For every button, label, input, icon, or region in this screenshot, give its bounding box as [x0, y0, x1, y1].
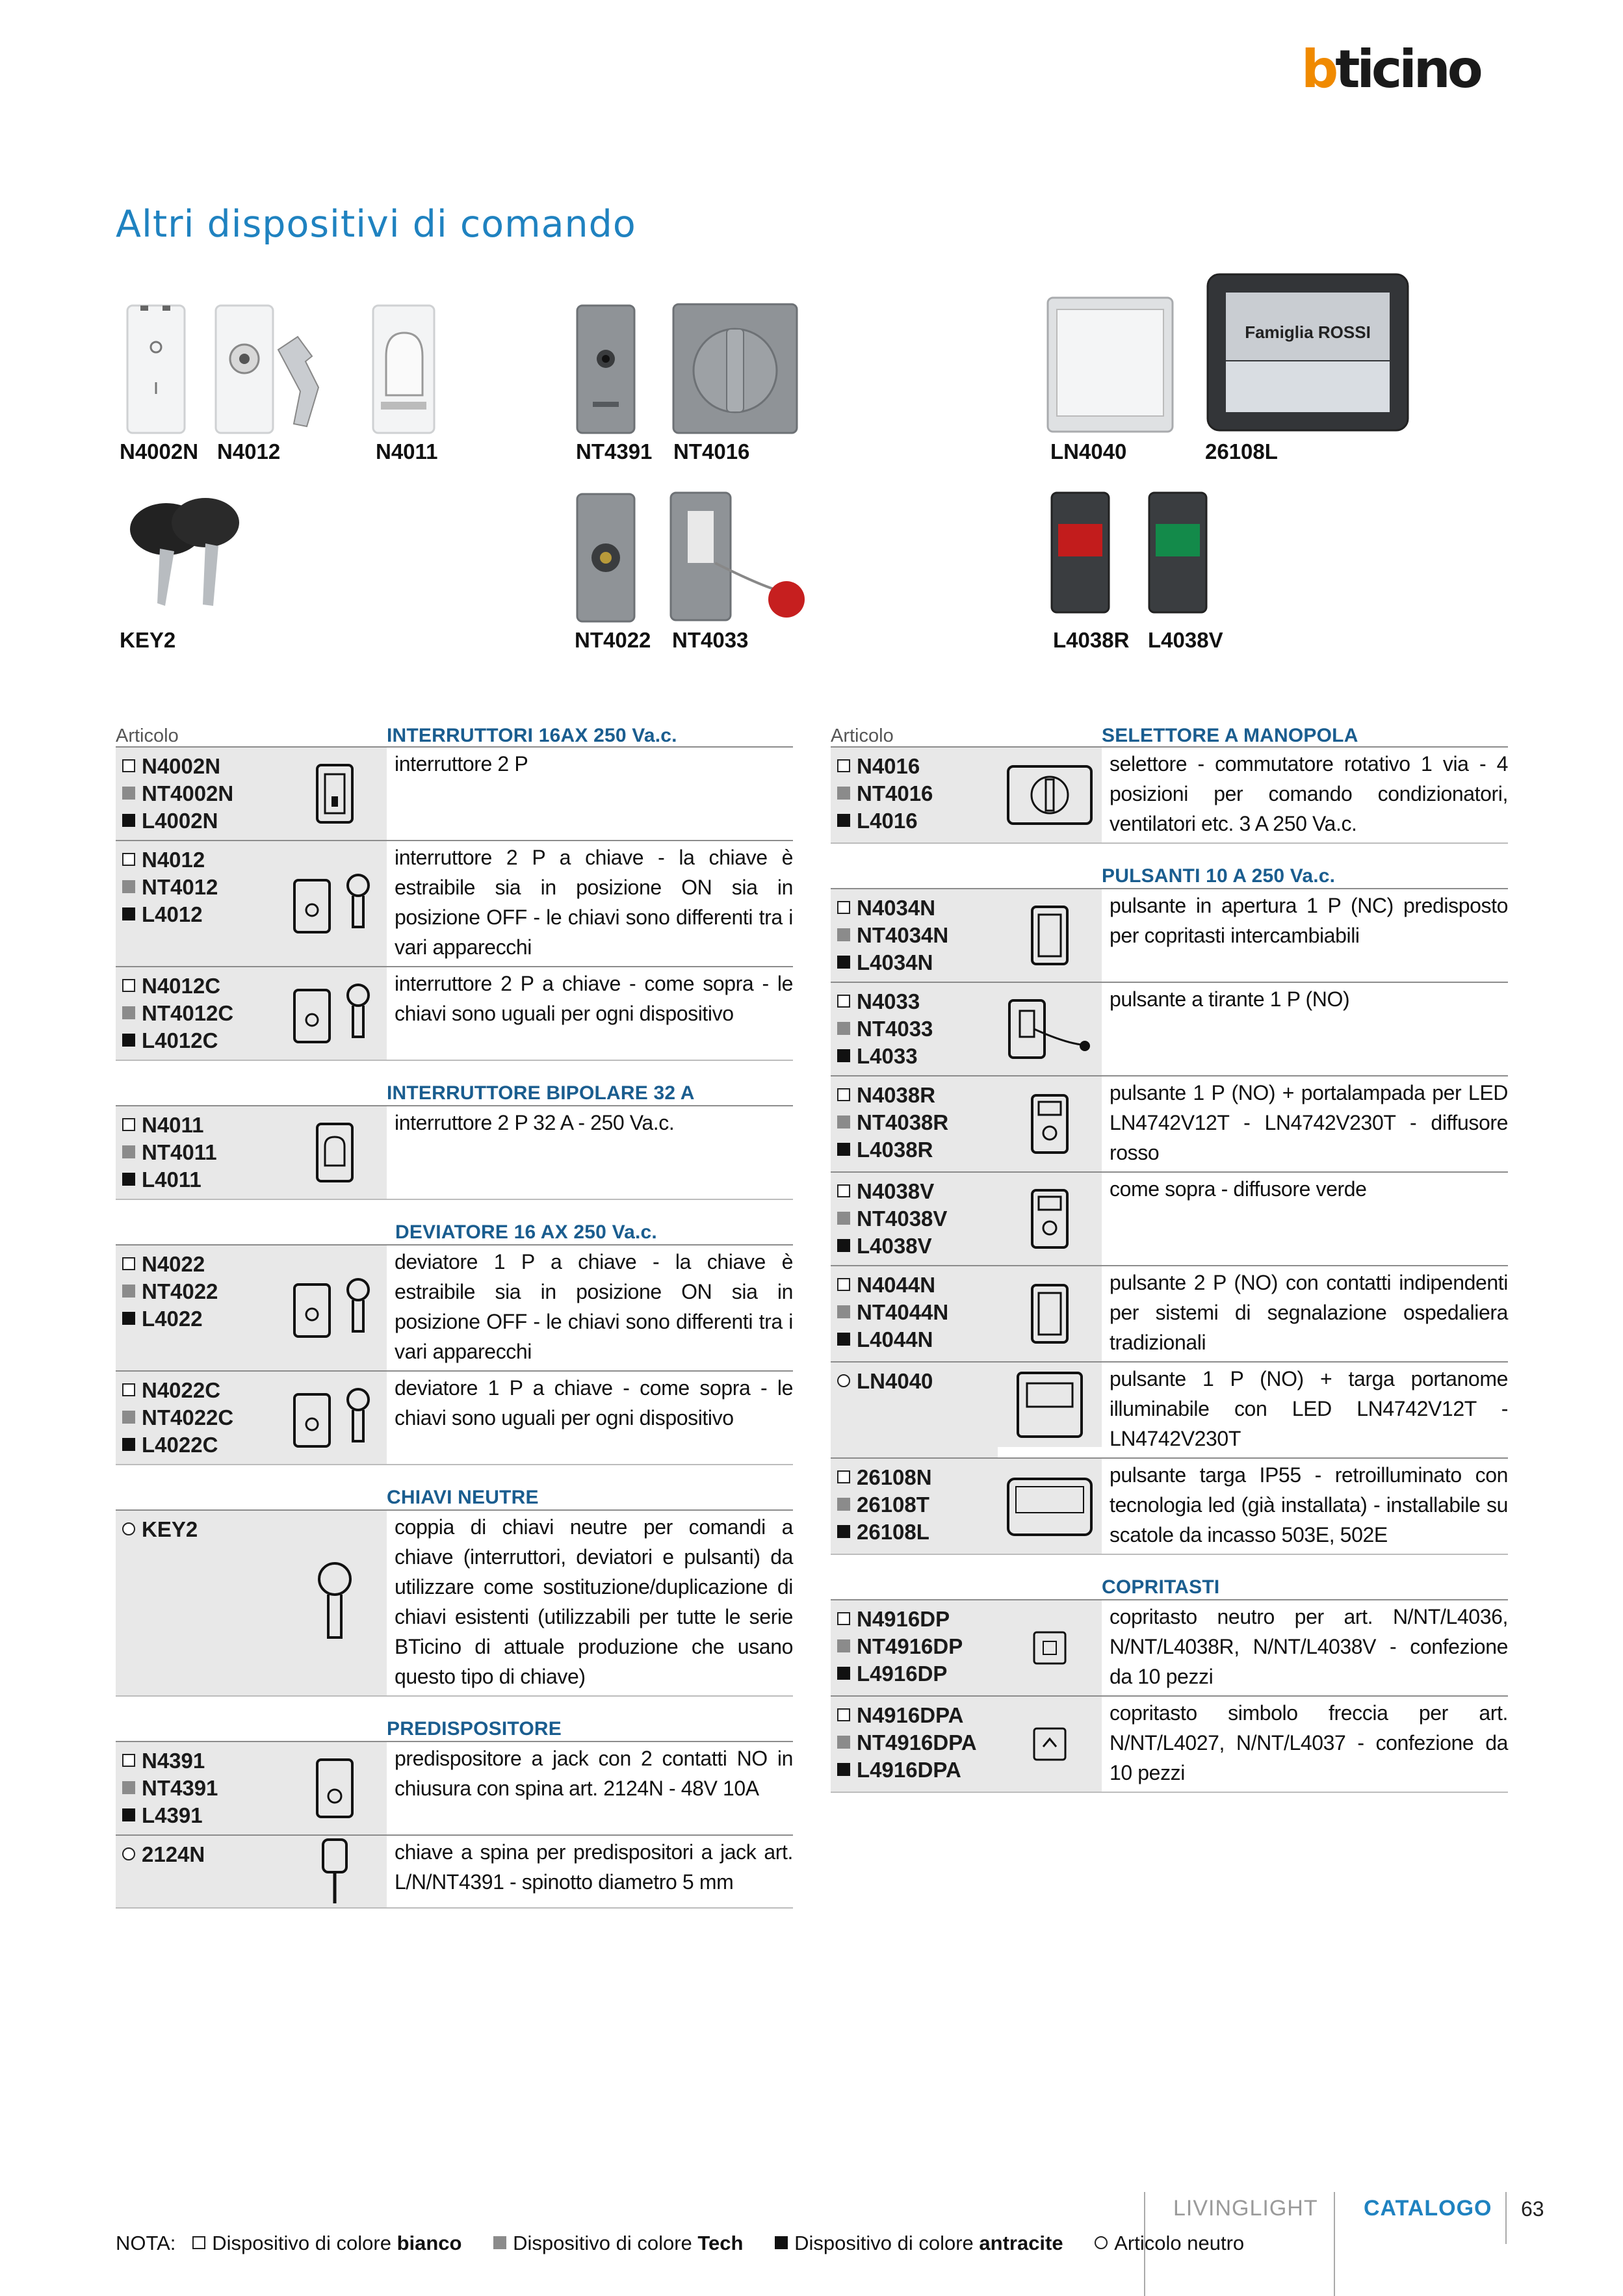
page-number: 63: [1521, 2197, 1544, 2221]
jack-socket-icon: [312, 1756, 357, 1821]
label-l4038r: L4038R: [1053, 628, 1130, 652]
code-antracite: L4044N: [857, 1327, 933, 1351]
code-bianco: N4916DPA: [857, 1703, 964, 1727]
row-description: deviatore 1 P a chiave - come sopra - le chiavi sono uguali per ogni dispositivo: [395, 1376, 793, 1429]
code-antracite: L4016: [857, 809, 918, 833]
section-head: INTERRUTTORI 16AX 250 Va.c.: [387, 725, 677, 746]
code-tech: NT4044N: [857, 1300, 949, 1324]
row-description: copritasto neutro per art. N/NT/L4036, N/NT/L4038R, N/NT/L4038V - confezione da 10 pezzi: [1110, 1605, 1508, 1688]
code-tech: NT4022C: [142, 1405, 234, 1429]
right-table: [831, 723, 1508, 1793]
key-switch-icon: [289, 1275, 380, 1340]
row-description: pulsante 2 P (NO) con contatti indipendenti per sistemi di segnalazione ospedaliera tradizionali: [1110, 1271, 1508, 1354]
page-title: Altri dispositivi di comando: [116, 203, 636, 246]
code-antracite: L4012C: [142, 1028, 218, 1052]
table-row: [116, 1509, 793, 1697]
table-row: [116, 1834, 793, 1909]
code-bianco: N4034N: [857, 896, 936, 920]
legend-tech: Tech: [697, 2232, 744, 2254]
code-neutro: LN4040: [857, 1369, 933, 1393]
code-tech: NT4038R: [857, 1110, 949, 1134]
lamp-button-icon: [1027, 1091, 1072, 1156]
photo-n4012: [214, 304, 324, 441]
left-table: [116, 723, 793, 1909]
photo-nt4016: [672, 303, 798, 436]
code-neutro: KEY2: [142, 1517, 198, 1541]
photo-ln4040: [1046, 296, 1174, 433]
articolo-header: Articolo: [831, 725, 894, 746]
code-antracite: L4391: [142, 1803, 203, 1827]
table-row: [116, 1105, 793, 1200]
table-row: [831, 1265, 1508, 1363]
table-row: [831, 746, 1508, 844]
code-bianco: N4002N: [142, 754, 221, 778]
code-tech: NT4916DP: [857, 1634, 963, 1658]
table-row: [831, 1599, 1508, 1697]
table-row: [831, 1075, 1508, 1173]
footer-catalog: CATALOGO: [1364, 2196, 1492, 2221]
table-row: [831, 1361, 1508, 1459]
row-description: pulsante 1 P (NO) + portalampada per LED LN4742V12T - LN4742V230T - diffusore rosso: [1110, 1081, 1508, 1164]
table-row: [116, 1244, 793, 1372]
code-antracite: L4033: [857, 1044, 918, 1068]
code-tech: 26108T: [857, 1493, 929, 1517]
nameplate-button-icon: [1014, 1369, 1085, 1441]
row-description: pulsante a tirante 1 P (NO): [1110, 987, 1350, 1011]
pull-cord-icon: [1004, 997, 1095, 1062]
code-bianco: N4022: [142, 1252, 205, 1276]
code-bianco: N4022C: [142, 1378, 221, 1402]
bipolar-switch-icon: [312, 1120, 357, 1185]
code-antracite: L4022: [142, 1307, 203, 1331]
code-bianco: N4391: [142, 1749, 205, 1773]
table-row: [116, 1741, 793, 1836]
code-bianco: N4011: [142, 1113, 204, 1137]
plug-key-icon: [315, 1836, 354, 1907]
code-bianco: N4916DP: [857, 1607, 950, 1631]
code-bianco: N4012: [142, 848, 205, 872]
photo-nt4391: [576, 304, 636, 434]
row-description: pulsante 1 P (NO) + targa portanome illuminabile con LED LN4742V12T - LN4742V230T: [1110, 1367, 1508, 1450]
table-row: [831, 1695, 1508, 1793]
key-switch-icon: [289, 871, 380, 936]
row-description: interruttore 2 P 32 A - 250 Va.c.: [395, 1111, 675, 1134]
pushbutton-icon: [1027, 903, 1072, 968]
row-description: interruttore 2 P: [395, 752, 528, 776]
photo-26108l: [1206, 273, 1409, 432]
photo-nt4033: [669, 491, 814, 631]
code-tech: NT4916DPA: [857, 1730, 977, 1755]
legend-antracite: antracite: [979, 2232, 1063, 2254]
label-nt4022: NT4022: [575, 628, 651, 652]
code-bianco: N4016: [857, 754, 920, 778]
row-description: copritasto simbolo freccia per art. N/NT/L4027, N/NT/L4037 - confezione da 10 pezzi: [1110, 1701, 1508, 1784]
code-tech: NT4002N: [142, 781, 234, 805]
rotary-selector-icon: [1004, 763, 1095, 828]
code-bianco: N4033: [857, 989, 920, 1013]
code-tech: NT4012C: [142, 1001, 234, 1025]
code-tech: NT4038V: [857, 1207, 948, 1231]
code-tech: NT4022: [142, 1279, 218, 1303]
label-n4002n: N4002N: [120, 439, 199, 463]
table-row: [831, 1457, 1508, 1555]
code-antracite: L4916DP: [857, 1662, 948, 1686]
code-tech: NT4016: [857, 781, 933, 805]
code-tech: NT4391: [142, 1776, 218, 1800]
code-antracite: L4012: [142, 902, 203, 926]
footer-series: LIVINGLIGHT: [1173, 2196, 1318, 2221]
photo-n4002n: [126, 304, 186, 434]
code-tech: NT4034N: [857, 923, 949, 947]
footer-divider: [1334, 2192, 1335, 2296]
table-row: [831, 982, 1508, 1076]
label-key2: KEY2: [120, 628, 176, 652]
label-nt4033: NT4033: [672, 628, 749, 652]
code-bianco: N4038R: [857, 1083, 936, 1107]
photo-l4038v: [1148, 491, 1208, 614]
legend-prefix: Dispositivo di colore: [513, 2232, 692, 2254]
table-row: [831, 888, 1508, 983]
legend-neutro: Articolo neutro: [1114, 2232, 1245, 2254]
label-n4012: N4012: [217, 439, 281, 463]
code-antracite: L4038R: [857, 1138, 933, 1162]
row-description: pulsante targa IP55 - retroilluminato con tecnologia led (già installata) - installabile su scatole da incasso 503E, 502E: [1110, 1463, 1508, 1546]
legend-prefix: Dispositivo di colore: [212, 2232, 391, 2254]
table-row: [831, 1171, 1508, 1266]
code-bianco: 26108N: [857, 1465, 932, 1489]
key-cover-icon: [1030, 1628, 1069, 1667]
code-tech: NT4033: [857, 1017, 933, 1041]
label-26108l: 26108L: [1205, 439, 1278, 463]
label-l4038v: L4038V: [1148, 628, 1223, 652]
section-head: CHIAVI NEUTRE: [387, 1487, 539, 1508]
row-description: interruttore 2 P a chiave - la chiave è estraibile sia in posizione ON sia in posizione OFF - le chiavi sono differenti tra i vari apparecchi: [395, 846, 793, 959]
row-description: chiave a spina per predispositori a jack art. L/N/NT4391 - spinotto diametro 5 mm: [395, 1840, 793, 1894]
code-antracite: 26108L: [857, 1520, 929, 1544]
code-antracite: L4038V: [857, 1234, 932, 1258]
code-antracite: L4022C: [142, 1433, 218, 1457]
photo-n4011: [372, 304, 437, 434]
label-ln4040: LN4040: [1050, 439, 1127, 463]
legend-bianco: bianco: [396, 2232, 462, 2254]
row-description: interruttore 2 P a chiave - come sopra - le chiavi sono uguali per ogni dispositivo: [395, 972, 793, 1025]
row-description: coppia di chiavi neutre per comandi a chiave (interruttori, deviatori e pulsanti) da utilizzare come sostituzione/duplicazione di chiavi esistenti (utilizzabili per tutte le serie BTicino di attuale produzione che usano questo tipo di chiave): [395, 1515, 793, 1688]
legend-note: [116, 2232, 1270, 2255]
legend-prefix: Dispositivo di colore: [794, 2232, 974, 2254]
code-antracite: L4916DPA: [857, 1758, 961, 1782]
code-tech: NT4012: [142, 875, 218, 899]
arrow-key-cover-icon: [1030, 1725, 1069, 1764]
lamp-button-icon: [1027, 1186, 1072, 1251]
switch-icon: [312, 761, 357, 826]
label-nt4016: NT4016: [673, 439, 750, 463]
section-head: SELETTORE A MANOPOLA: [1102, 725, 1358, 746]
section-head: DEVIATORE 16 AX 250 Va.c.: [395, 1221, 657, 1243]
row-description: pulsante in apertura 1 P (NC) predisposto per copritasti intercambiabili: [1110, 894, 1508, 947]
row-description: deviatore 1 P a chiave - la chiave è estraibile sia in posizione ON sia in posizione OFF - le chiavi sono differenti tra i vari apparecchi: [395, 1250, 793, 1363]
code-neutro: 2124N: [142, 1842, 205, 1866]
label-n4011: N4011: [376, 439, 438, 463]
section-head: PREDISPOSITORE: [387, 1718, 562, 1740]
section-head: PULSANTI 10 A 250 Va.c.: [1102, 865, 1336, 887]
pushbutton-icon: [1027, 1281, 1072, 1346]
section-head: INTERRUTTORE BIPOLARE 32 A: [387, 1082, 695, 1104]
photo-nt4022: [576, 493, 636, 623]
table-row: [116, 1370, 793, 1465]
section-head: COPRITASTI: [1102, 1576, 1220, 1598]
key-switch-icon: [289, 1385, 380, 1450]
label-nt4391: NT4391: [576, 439, 653, 463]
code-bianco: N4038V: [857, 1179, 935, 1203]
row-description: selettore - commutatore rotativo 1 via - 4 posizioni per comando condizionatori, ventilatori etc. 3 A 250 Va.c.: [1110, 752, 1508, 835]
photo-l4038r: [1050, 491, 1110, 614]
table-row: [116, 966, 793, 1061]
code-bianco: N4012C: [142, 974, 221, 998]
code-tech: NT4011: [142, 1140, 217, 1164]
row-description: come sopra - diffusore verde: [1110, 1177, 1367, 1201]
nameplate-text: Famiglia ROSSI: [1245, 322, 1371, 342]
code-bianco: N4044N: [857, 1273, 936, 1297]
articolo-header: Articolo: [116, 725, 179, 746]
table-row: [116, 840, 793, 967]
footer-divider: [1505, 2192, 1507, 2244]
code-antracite: L4011: [142, 1168, 201, 1192]
code-antracite: L4002N: [142, 809, 218, 833]
code-antracite: L4034N: [857, 950, 933, 974]
row-description: predispositore a jack con 2 contatti NO in chiusura con spina art. 2124N - 48V 10A: [395, 1747, 793, 1800]
nota-label: NOTA:: [116, 2232, 176, 2254]
photo-key2: [121, 484, 248, 620]
key-switch-icon: [289, 981, 380, 1046]
bticino-logo: bticino: [1301, 39, 1480, 99]
ip55-plate-icon: [1004, 1474, 1095, 1539]
table-row: [116, 746, 793, 841]
key-icon: [309, 1561, 361, 1645]
